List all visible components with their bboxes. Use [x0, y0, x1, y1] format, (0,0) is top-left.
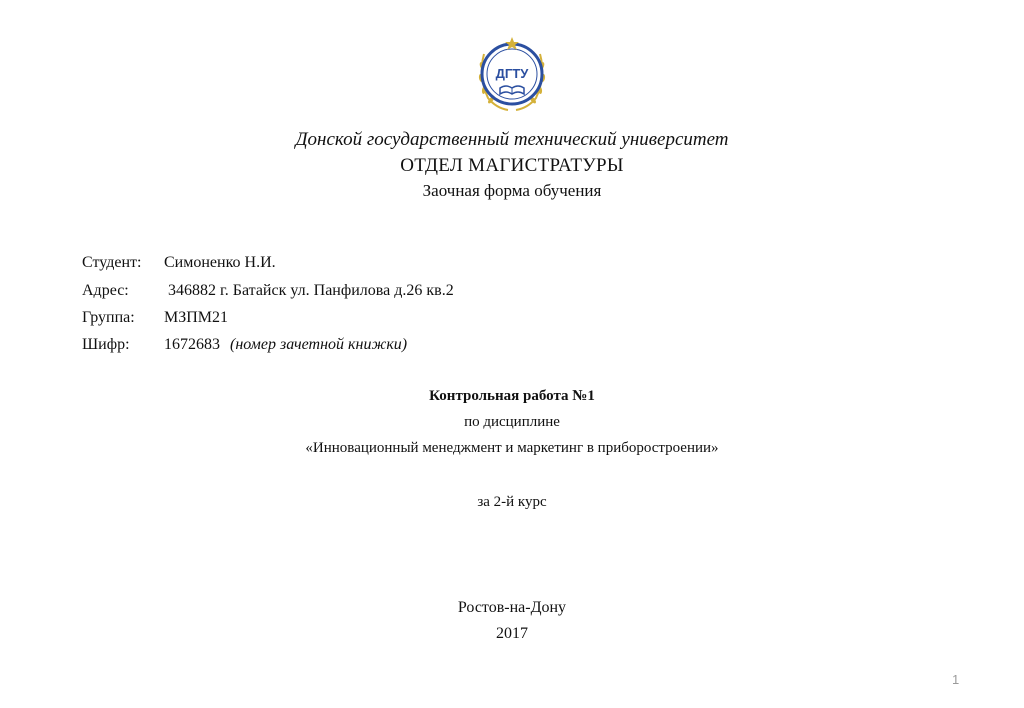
svg-text:ДГТУ: ДГТУ	[495, 66, 529, 81]
university-name: Донской государственный технический университет	[295, 129, 729, 150]
study-form: Заочная форма обучения	[422, 181, 602, 200]
page-number: 1	[952, 672, 960, 687]
work-title: Контрольная работа №1	[429, 388, 595, 404]
address-label: Адрес:	[82, 282, 129, 299]
student-row	[82, 254, 276, 272]
code-value: 1672683	[164, 336, 220, 353]
course-text: за 2-й курс	[477, 494, 547, 510]
discipline-prefix: по дисциплине	[464, 414, 560, 430]
group-value: МЗПМ21	[164, 309, 229, 326]
discipline-name: «Инновационный менеджмент и маркетинг в приборостроении»	[305, 440, 719, 456]
city: Ростов-на-Дону	[457, 599, 567, 616]
group-row	[82, 309, 229, 327]
code-label: Шифр:	[82, 336, 130, 353]
department-name: ОТДЕЛ МАГИСТРАТУРЫ	[400, 155, 624, 176]
group-label: Группа:	[82, 309, 135, 326]
student-label: Студент:	[82, 254, 142, 271]
code-note: (номер зачетной книжки)	[230, 336, 408, 353]
student-value: Симоненко Н.И.	[164, 254, 276, 271]
dstu-emblem-icon	[474, 34, 550, 116]
year: 2017	[496, 625, 528, 642]
code-row	[82, 336, 408, 354]
address-value: 346882 г. Батайск ул. Панфилова д.26 кв.2	[168, 282, 454, 299]
address-row	[82, 282, 454, 300]
